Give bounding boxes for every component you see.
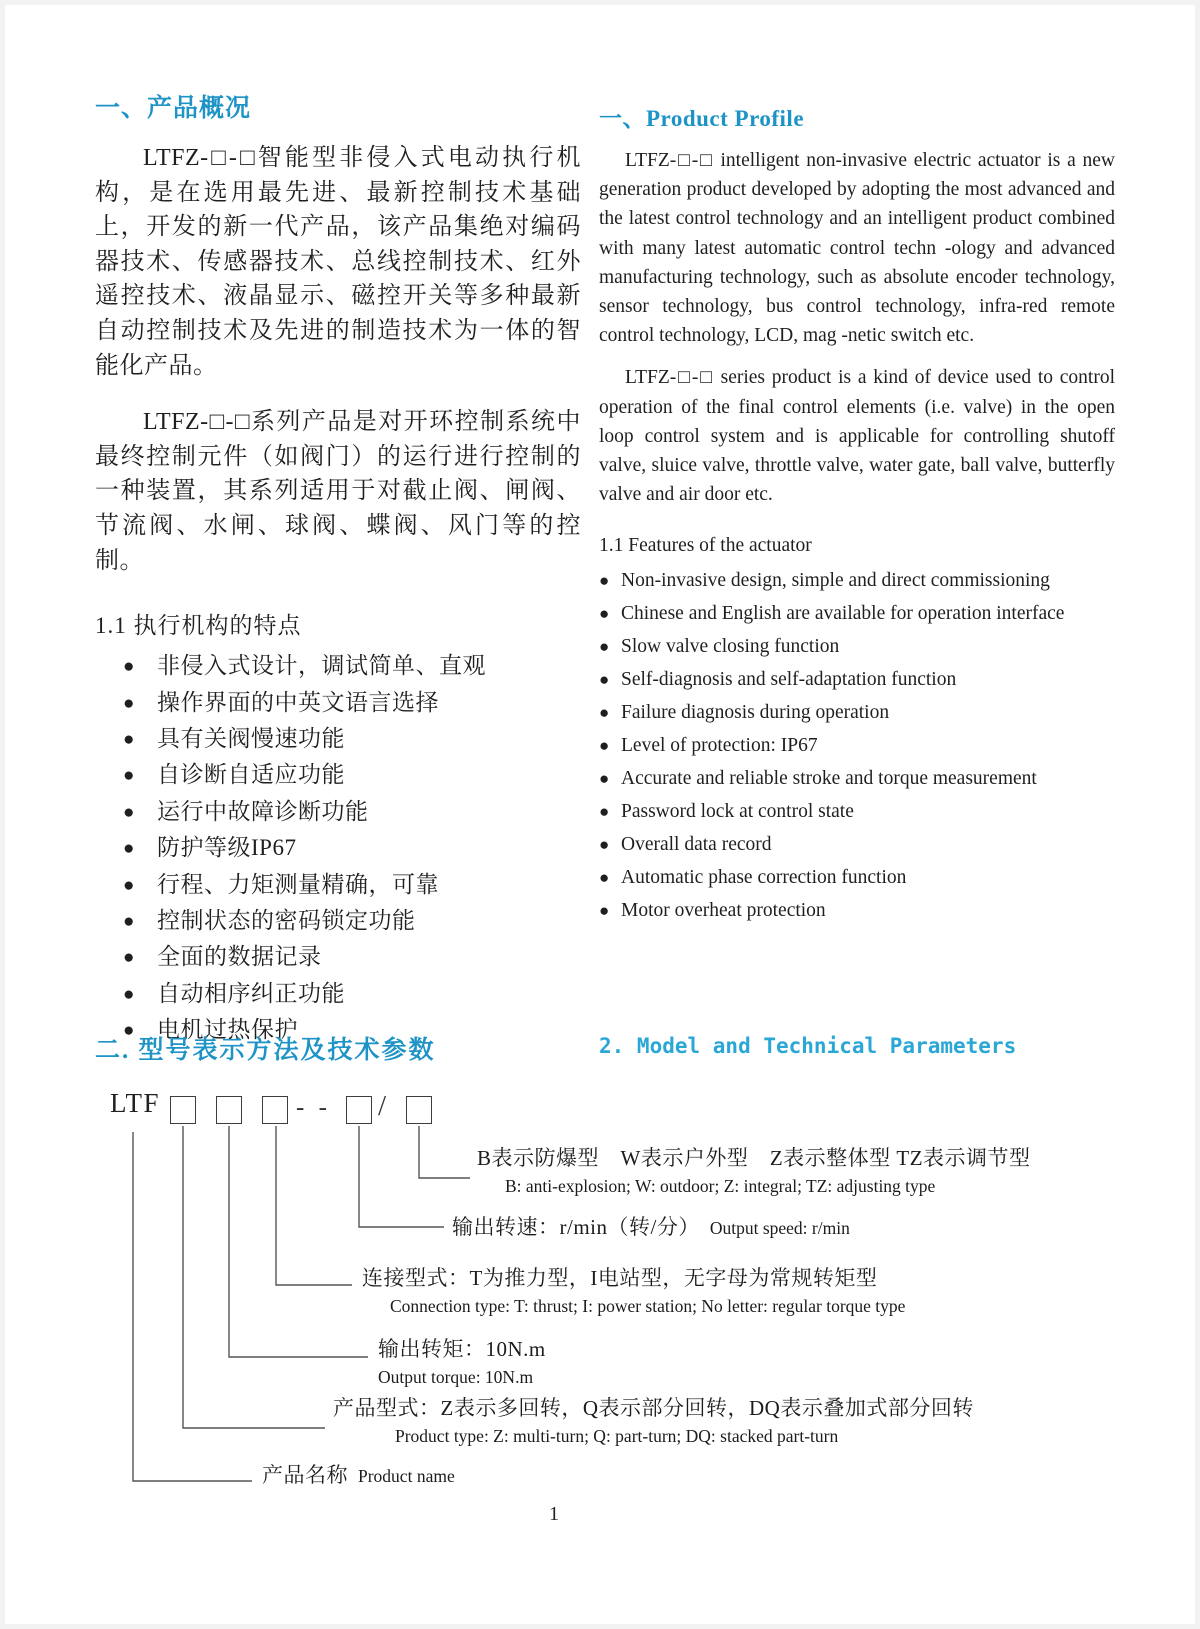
paragraph-zh-1: LTFZ-□-□智能型非侵入式电动执行机构，是在选用最先进、最新控制技术基础上，开发的新一代产品，该产品集绝对编码器技术、传感器技术、总线控制技术、红外遥控技术、液晶显示、磁控开关等多种最新自动控制技术及先进的制造技术为一体的智能化产品。 [95, 145, 581, 379]
annotation-product-type-en: Product type: Z: multi-turn; Q: part-turn; DQ: stacked part-turn [395, 1426, 839, 1446]
feature-item-zh: ● 全面的数据记录 [95, 939, 581, 975]
annotation-product-name-zh: 产品名称 [262, 1463, 348, 1487]
connector-product-type [183, 1126, 325, 1428]
feature-item-zh: ● 自诊断自适应功能 [95, 757, 581, 793]
model-box-5 [406, 1096, 432, 1124]
feature-item-en: ● Chinese and English are available for operation interface [599, 597, 1115, 630]
feature-item-zh: ● 运行中故障诊断功能 [95, 794, 581, 830]
section2-title-zh: 二. 型号表示方法及技术参数 [95, 1037, 436, 1064]
column-chinese [95, 88, 581, 1049]
model-box-1 [170, 1096, 196, 1124]
page-number: 1 [549, 1503, 559, 1525]
feature-item-zh: ● 控制状态的密码锁定功能 [95, 903, 581, 939]
annotation-product-name [262, 1459, 455, 1489]
annotation-variant-type-zh: B表示防爆型 W表示户外型 Z表示整体型 TZ表示调节型 [477, 1146, 1031, 1170]
feature-item-en: ● Motor overheat protection [599, 894, 1115, 927]
model-box-4 [346, 1096, 372, 1124]
section2-title-en: 2. Model and Technical Parameters [599, 1034, 1017, 1058]
section1-title-en: 一、Product Profile [599, 106, 805, 131]
model-box-2 [216, 1096, 242, 1124]
annotation-product-type-zh: 产品型式：Z表示多回转，Q表示部分回转，DQ表示叠加式部分回转 [333, 1396, 974, 1420]
model-prefix: LTF [110, 1088, 161, 1118]
section1-title-zh: 一、产品概况 [95, 95, 252, 122]
annotation-output-torque [378, 1334, 546, 1390]
feature-item-zh: ● 非侵入式设计，调试简单、直观 [95, 648, 581, 684]
feature-item-en: ● Slow valve closing function [599, 630, 1115, 663]
feature-item-en: ● Accurate and reliable stroke and torque measurement [599, 762, 1115, 795]
connector-variant-type [419, 1126, 470, 1178]
feature-item-en: ● Failure diagnosis during operation [599, 696, 1115, 729]
annotation-variant-type [477, 1143, 1031, 1199]
annotation-product-type [333, 1393, 974, 1449]
feature-item-zh: ● 操作界面的中英文语言选择 [95, 685, 581, 721]
features-list-en [599, 564, 1115, 927]
features-list-zh [95, 648, 581, 1048]
paragraph-zh-2: LTFZ-□-□系列产品是对开环控制系统中最终控制元件（如阀门）的运行进行控制的一种装置，其系列适用于对截止阀、闸阀、节流阀、水闸、球阀、蝶阀、风门等的控制。 [95, 409, 581, 574]
annotation-output-torque-en: Output torque: 10N.m [378, 1367, 534, 1387]
feature-item-zh: ● 自动相序纠正功能 [95, 976, 581, 1012]
annotation-connection-type-en: Connection type: T: thrust; I: power station; No letter: regular torque type [390, 1296, 906, 1316]
features-title-zh: 1.1 执行机构的特点 [95, 613, 302, 639]
feature-item-zh: ● 电机过热保护 [95, 1012, 581, 1048]
annotation-product-name-en: Product name [358, 1466, 455, 1486]
feature-item-en: ● Automatic phase correction function [599, 861, 1115, 894]
feature-item-en: ● Level of protection: IP67 [599, 729, 1115, 762]
connector-output-speed [359, 1126, 444, 1227]
annotation-connection-type [362, 1263, 905, 1319]
feature-item-en: ● Overall data record [599, 828, 1115, 861]
paragraph-en-2: LTFZ-□-□ series product is a kind of device used to control operation of the final control elements (i.e. valve) in the open loop control system and is applicable for controlling shutoff valve, sluice valve, throttle valve, water gate, ball valve, butterfly valve and air door etc. [599, 367, 1115, 506]
paragraph-en-1: LTFZ-□-□ intelligent non-invasive electric actuator is a new generation product developed by adopting the most advanced and the latest control technology and an intelligent product combined with many latest automatic control techn -ology and advanced manufacturing technology, such as absolute encoder technology, sensor technology, bus control technology, infra-red remote control technology, LCD, mag -netic switch etc. [599, 150, 1115, 347]
feature-item-zh: ● 行程、力矩测量精确，可靠 [95, 867, 581, 903]
feature-item-en: ● Password lock at control state [599, 795, 1115, 828]
model-separator-slash: / [378, 1090, 387, 1122]
model-separator-dashes: - - [296, 1094, 331, 1121]
annotation-output-torque-zh: 输出转矩：10N.m [378, 1337, 546, 1361]
annotation-connection-type-zh: 连接型式：T为推力型，I电站型，无字母为常规转矩型 [362, 1266, 878, 1290]
annotation-output-speed [452, 1211, 850, 1241]
feature-item-zh: ● 防护等级IP67 [95, 830, 581, 866]
feature-item-zh: ● 具有关阀慢速功能 [95, 721, 581, 757]
column-english [599, 100, 1115, 927]
feature-item-en: ● Self-diagnosis and self-adaptation function [599, 663, 1115, 696]
annotation-output-speed-en: Output speed: r/min [709, 1218, 850, 1238]
features-title-en: 1.1 Features of the actuator [599, 535, 812, 557]
connector-product-name [133, 1132, 252, 1481]
annotation-output-speed-zh: 输出转速：r/min（转/分） [452, 1215, 700, 1239]
model-box-3 [262, 1096, 288, 1124]
connector-connection-type [276, 1126, 352, 1285]
connector-output-torque [229, 1126, 368, 1357]
feature-item-en: ● Non-invasive design, simple and direct commissioning [599, 564, 1115, 597]
annotation-variant-type-en: B: anti-explosion; W: outdoor; Z: integral; TZ: adjusting type [505, 1176, 936, 1196]
